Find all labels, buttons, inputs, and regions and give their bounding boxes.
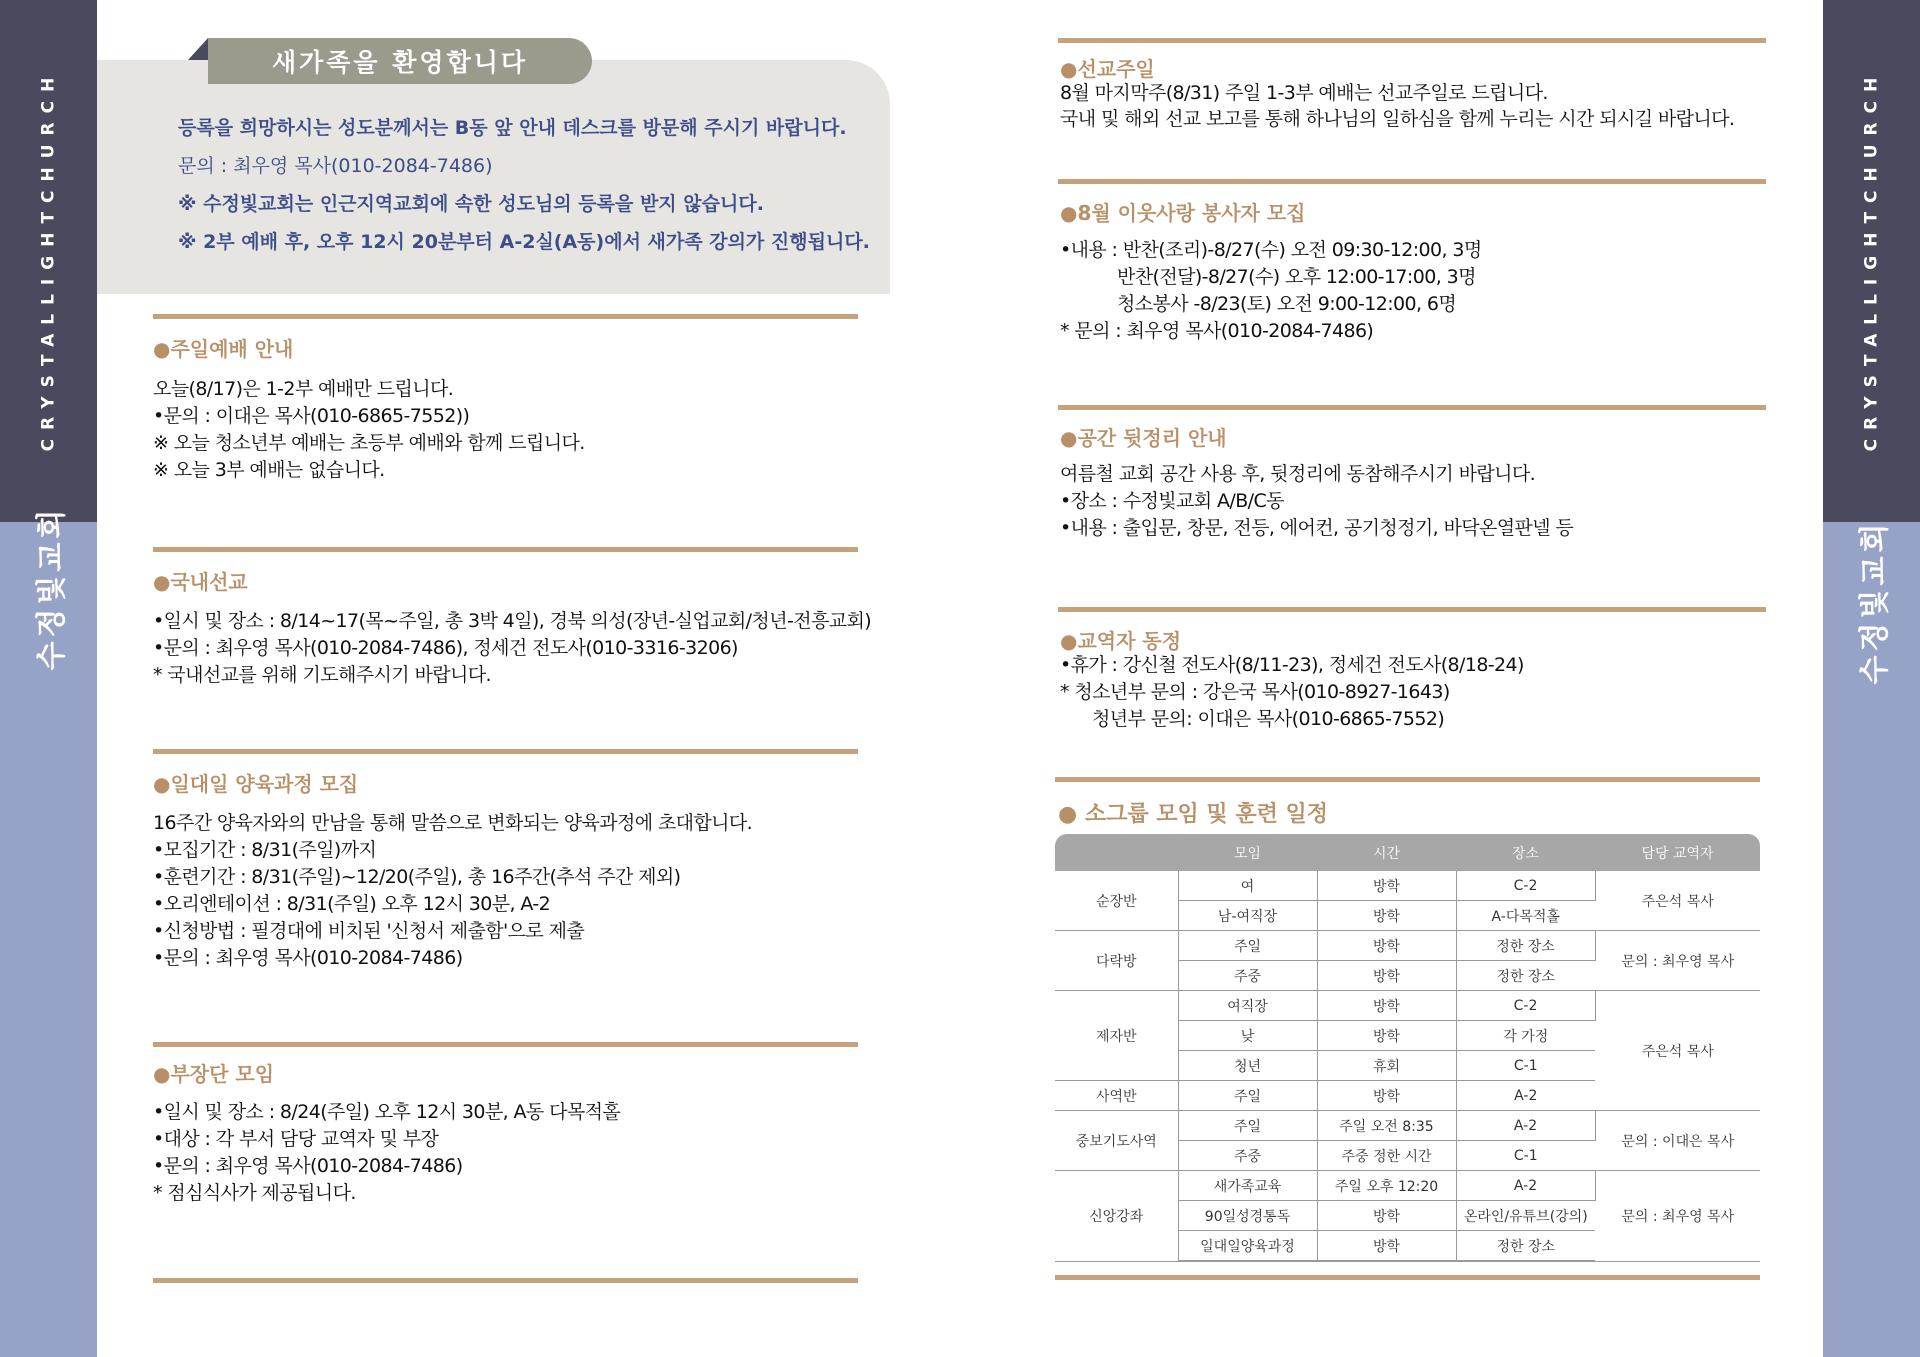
- table-cell: 방학: [1317, 931, 1456, 961]
- volunteers-line: 반찬(전달)-8/27(수) 오후 12:00-17:00, 3명: [1117, 266, 1476, 288]
- mentoring-line: •훈련기간 : 8/31(주일)~12/20(주일), 총 16주간(추석 주간 제외): [153, 866, 681, 888]
- table-cell: C-2: [1456, 991, 1595, 1021]
- cleanup-title: ●공간 뒷정리 안내: [1060, 426, 1227, 450]
- table-cell: 주중: [1178, 1141, 1317, 1171]
- leaders-line: •문의 : 최우영 목사(010-2084-7486): [153, 1155, 463, 1177]
- group-name-cell: 제자반: [1055, 991, 1178, 1081]
- staff-line: * 청소년부 문의 : 강은국 목사(010-8927-1643): [1060, 681, 1450, 703]
- table-cell: 온라인/유튜브(강의): [1456, 1201, 1595, 1231]
- table-cell: C-2: [1456, 871, 1595, 901]
- table-cell: 남-여직장: [1178, 901, 1317, 931]
- table-cell: 주중: [1178, 961, 1317, 991]
- mentoring-line: 16주간 양육자와의 만남을 통해 말씀으로 변화되는 양육과정에 초대합니다.: [153, 812, 753, 834]
- welcome-line: 문의 : 최우영 목사(010-2084-7486): [178, 155, 493, 177]
- section-divider: [153, 749, 858, 754]
- table-header-cell: [1055, 834, 1178, 871]
- mission-sunday-line: 국내 및 해외 선교 보고를 통해 하나님의 일하심을 함께 누리는 시간 되시길 바랍니다.: [1060, 108, 1735, 130]
- staff-line: •휴가 : 강신철 전도사(8/11-23), 정세건 전도사(8/18-24): [1060, 654, 1524, 676]
- table-row: [1055, 1111, 1760, 1141]
- left-sidebar-english-label: CRYSTALLIGHTCHURCH: [38, 68, 59, 452]
- table-cell: 정한 장소: [1456, 931, 1595, 961]
- volunteers-line: * 문의 : 최우영 목사(010-2084-7486): [1060, 320, 1374, 342]
- group-name-cell: 신앙강좌: [1055, 1171, 1178, 1262]
- table-cell: 새가족교육: [1178, 1171, 1317, 1201]
- table-header-row: [1055, 834, 1760, 871]
- left-sidebar-korean-label: 수정빛교회: [34, 505, 70, 671]
- table-cell: 여직장: [1178, 991, 1317, 1021]
- mission-sunday-title: ●선교주일: [1060, 57, 1155, 81]
- welcome-line: ※ 2부 예배 후, 오후 12시 20분부터 A-2실(A동)에서 새가족 강의가 진행됩니다.: [178, 231, 870, 253]
- table-cell: 주일 오후 12:20: [1317, 1171, 1456, 1201]
- table-cell: 방학: [1317, 961, 1456, 991]
- welcome-line: ※ 수정빛교회는 인근지역교회에 속한 성도님의 등록을 받지 않습니다.: [178, 193, 764, 215]
- table-header-cell: 모임: [1178, 834, 1317, 871]
- table-cell: 청년: [1178, 1051, 1317, 1081]
- worship-title: ●주일예배 안내: [153, 337, 294, 361]
- welcome-tab-corner: [188, 38, 208, 60]
- leaders-title: ●부장단 모임: [153, 1062, 275, 1086]
- domestic-line: •문의 : 최우영 목사(010-2084-7486), 정세건 전도사(010-3316-3206): [153, 637, 738, 659]
- right-sidebar-korean-label: 수정빛교회: [1857, 519, 1893, 685]
- worship-line: 오늘(8/17)은 1-2부 예배만 드립니다.: [153, 378, 454, 400]
- table-cell: 방학: [1317, 871, 1456, 901]
- mentoring-line: •오리엔테이션 : 8/31(주일) 오후 12시 30분, A-2: [153, 893, 551, 915]
- table-cell: 90일성경통독: [1178, 1201, 1317, 1231]
- minister-cell: 문의 : 최우영 목사: [1595, 931, 1760, 991]
- group-name-cell: 순장반: [1055, 871, 1178, 931]
- section-divider: [153, 314, 858, 319]
- mission-sunday-line: 8월 마지막주(8/31) 주일 1-3부 예배는 선교주일로 드립니다.: [1060, 82, 1548, 104]
- section-divider: [1058, 607, 1766, 612]
- table-cell: A-2: [1456, 1111, 1595, 1141]
- leaders-line: * 점심식사가 제공됩니다.: [153, 1182, 356, 1204]
- section-divider: [153, 1278, 858, 1283]
- leaders-line: •일시 및 장소 : 8/24(주일) 오후 12시 30분, A동 다목적홀: [153, 1101, 621, 1123]
- worship-line: ※ 오늘 3부 예배는 없습니다.: [153, 459, 385, 481]
- leaders-line: •대상 : 각 부서 담당 교역자 및 부장: [153, 1128, 439, 1150]
- mentoring-title: ●일대일 양육과정 모집: [153, 772, 359, 796]
- table-cell: 정한 장소: [1456, 961, 1595, 991]
- table-cell: A-2: [1456, 1171, 1595, 1201]
- welcome-line: 등록을 희망하시는 성도분께서는 B동 앞 안내 데스크를 방문해 주시기 바랍니다.: [178, 117, 847, 139]
- section-divider: [153, 1042, 858, 1047]
- table-cell: 낮: [1178, 1021, 1317, 1051]
- worship-line: ※ 오늘 청소년부 예배는 초등부 예배와 함께 드립니다.: [153, 432, 585, 454]
- table-cell: A-2: [1456, 1081, 1595, 1111]
- cleanup-line: 여름철 교회 공간 사용 후, 뒷정리에 동참해주시기 바랍니다.: [1060, 463, 1536, 485]
- minister-cell: 문의 : 이대은 목사: [1595, 1111, 1760, 1171]
- section-divider: [1055, 1275, 1760, 1280]
- cleanup-line: •내용 : 출입문, 창문, 전등, 에어컨, 공기청정기, 바닥온열판넬 등: [1060, 517, 1574, 539]
- table-row: [1055, 871, 1760, 901]
- table-cell: 정한 장소: [1456, 1231, 1595, 1262]
- table-cell: 휴회: [1317, 1051, 1456, 1081]
- table-header-cell: 시간: [1317, 834, 1456, 871]
- section-divider: [1058, 405, 1766, 410]
- table-cell: 주중 정한 시간: [1317, 1141, 1456, 1171]
- table-cell: 주일: [1178, 1111, 1317, 1141]
- section-divider: [1055, 777, 1760, 782]
- minister-cell: 주은석 목사: [1595, 991, 1760, 1111]
- schedule-title: ● 소그룹 모임 및 훈련 일정: [1058, 802, 1329, 827]
- minister-cell: 문의 : 최우영 목사: [1595, 1171, 1760, 1262]
- table-cell: A-다목적홀: [1456, 901, 1595, 931]
- table-cell: 방학: [1317, 991, 1456, 1021]
- table-cell: 방학: [1317, 901, 1456, 931]
- table-cell: 방학: [1317, 1021, 1456, 1051]
- staff-title: ●교역자 동정: [1060, 629, 1182, 653]
- right-sidebar-english-label: CRYSTALLIGHTCHURCH: [1861, 68, 1882, 452]
- mentoring-line: •신청방법 : 필경대에 비치된 '신청서 제출함'으로 제출: [153, 920, 585, 942]
- table-row: [1055, 991, 1760, 1021]
- table-cell: 방학: [1317, 1201, 1456, 1231]
- section-divider: [153, 547, 858, 552]
- domestic-title: ●국내선교: [153, 570, 248, 594]
- volunteers-line: •내용 : 반찬(조리)-8/27(수) 오전 09:30-12:00, 3명: [1060, 239, 1482, 261]
- mentoring-line: •문의 : 최우영 목사(010-2084-7486): [153, 947, 463, 969]
- mentoring-line: •모집기간 : 8/31(주일)까지: [153, 839, 377, 861]
- minister-cell: 주은석 목사: [1595, 871, 1760, 931]
- table-header-cell: 담당 교역자: [1595, 834, 1760, 871]
- group-name-cell: 다락방: [1055, 931, 1178, 991]
- domestic-line: •일시 및 장소 : 8/14~17(목~주일, 총 3박 4일), 경북 의성(장년-실업교회/청년-전흥교회): [153, 610, 872, 632]
- table-header-cell: 장소: [1456, 834, 1595, 871]
- group-name-cell: 중보기도사역: [1055, 1111, 1178, 1171]
- section-divider: [1058, 179, 1766, 184]
- table-cell: 주일 오전 8:35: [1317, 1111, 1456, 1141]
- table-cell: 각 가정: [1456, 1021, 1595, 1051]
- table-row: [1055, 931, 1760, 961]
- table-cell: 방학: [1317, 1081, 1456, 1111]
- table-cell: 일대일양육과정: [1178, 1231, 1317, 1262]
- staff-line: 청년부 문의: 이대은 목사(010-6865-7552): [1092, 708, 1445, 730]
- welcome-title: 새가족을 환영합니다: [208, 38, 592, 84]
- table-cell: 방학: [1317, 1231, 1456, 1262]
- volunteers-line: 청소봉사 -8/23(토) 오전 9:00-12:00, 6명: [1117, 293, 1457, 315]
- group-name-cell: 사역반: [1055, 1081, 1178, 1111]
- table-cell: 주일: [1178, 931, 1317, 961]
- table-cell: 주일: [1178, 1081, 1317, 1111]
- section-divider: [1058, 38, 1766, 43]
- table-cell: C-1: [1456, 1051, 1595, 1081]
- table-cell: 여: [1178, 871, 1317, 901]
- schedule-table: [1055, 834, 1760, 1262]
- cleanup-line: •장소 : 수정빛교회 A/B/C동: [1060, 490, 1284, 512]
- worship-line: •문의 : 이대은 목사(010-6865-7552)): [153, 405, 470, 427]
- table-cell: C-1: [1456, 1141, 1595, 1171]
- domestic-line: * 국내선교를 위해 기도해주시기 바랍니다.: [153, 664, 491, 686]
- volunteers-title: ●8월 이웃사랑 봉사자 모집: [1060, 201, 1306, 225]
- table-row: [1055, 1171, 1760, 1201]
